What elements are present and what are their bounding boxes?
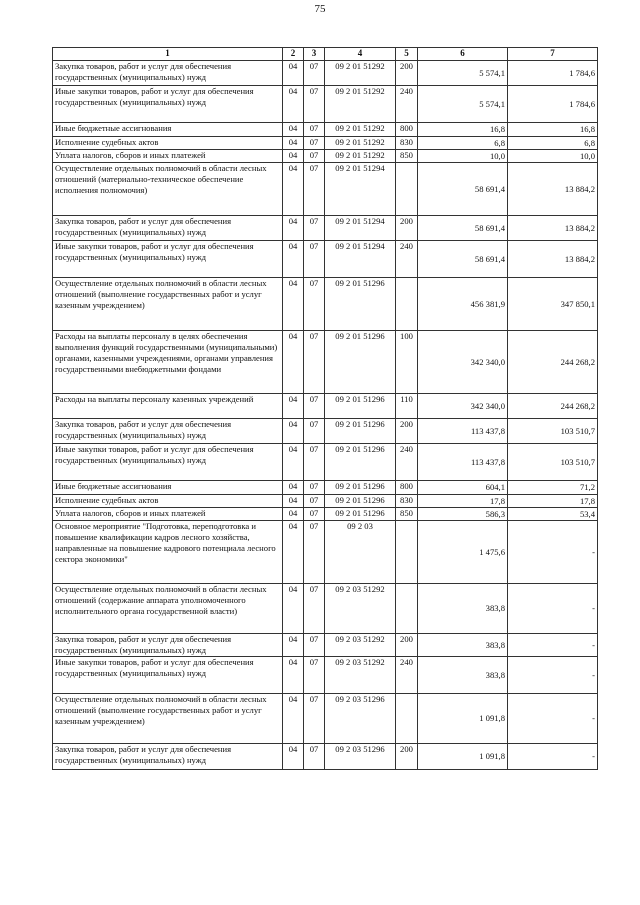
target-code: 09 2 01 51296 bbox=[325, 278, 396, 331]
table-row bbox=[53, 331, 598, 394]
target-code: 09 2 01 51292 bbox=[325, 137, 396, 150]
page-number: 75 bbox=[314, 3, 326, 15]
section-code: 04 bbox=[283, 495, 304, 508]
target-code: 09 2 01 51294 bbox=[325, 163, 396, 216]
table-row bbox=[53, 278, 598, 331]
amount-col6: 1 091,8 bbox=[418, 694, 508, 744]
target-code: 09 2 03 bbox=[325, 521, 396, 584]
expense-type-code: 830 bbox=[396, 495, 418, 508]
amount-col6: 6,8 bbox=[418, 137, 508, 150]
subsection-code: 07 bbox=[304, 744, 325, 770]
section-code: 04 bbox=[283, 508, 304, 521]
subsection-code: 07 bbox=[304, 123, 325, 137]
amount-col6: 5 574,1 bbox=[418, 86, 508, 123]
amount-col6: 16,8 bbox=[418, 123, 508, 137]
row-name: Осуществление отдельных полномочий в области лесных отношений (материально-техническое обеспечение исполнения полномочия) bbox=[53, 163, 283, 216]
target-code: 09 2 03 51296 bbox=[325, 744, 396, 770]
table-body bbox=[53, 61, 598, 770]
amount-col7: 17,8 bbox=[508, 495, 598, 508]
table-row bbox=[53, 86, 598, 123]
section-code: 04 bbox=[283, 481, 304, 495]
expense-type-code bbox=[396, 521, 418, 584]
amount-col6: 604,1 bbox=[418, 481, 508, 495]
amount-col7: - bbox=[508, 744, 598, 770]
section-code: 04 bbox=[283, 634, 304, 657]
row-name: Закупка товаров, работ и услуг для обеспечения государственных (муниципальных) нужд bbox=[53, 744, 283, 770]
section-code: 04 bbox=[283, 394, 304, 419]
amount-col6: 1 475,6 bbox=[418, 521, 508, 584]
amount-col6: 58 691,4 bbox=[418, 241, 508, 278]
section-code: 04 bbox=[283, 61, 304, 86]
target-code: 09 2 01 51294 bbox=[325, 241, 396, 278]
amount-col6: 113 437,8 bbox=[418, 419, 508, 444]
table-row bbox=[53, 394, 598, 419]
target-code: 09 2 01 51296 bbox=[325, 495, 396, 508]
amount-col7: 13 884,2 bbox=[508, 241, 598, 278]
expense-type-code: 100 bbox=[396, 331, 418, 394]
subsection-code: 07 bbox=[304, 137, 325, 150]
subsection-code: 07 bbox=[304, 331, 325, 394]
expense-type-code: 200 bbox=[396, 216, 418, 241]
amount-col6: 456 381,9 bbox=[418, 278, 508, 331]
expense-type-code bbox=[396, 163, 418, 216]
subsection-code: 07 bbox=[304, 150, 325, 163]
row-name: Иные закупки товаров, работ и услуг для обеспечения государственных (муниципальных) нужд bbox=[53, 86, 283, 123]
section-code: 04 bbox=[283, 444, 304, 481]
section-code: 04 bbox=[283, 694, 304, 744]
table-row bbox=[53, 216, 598, 241]
amount-col7: 6,8 bbox=[508, 137, 598, 150]
amount-col7: - bbox=[508, 694, 598, 744]
row-name: Исполнение судебных актов bbox=[53, 137, 283, 150]
row-name: Закупка товаров, работ и услуг для обеспечения государственных (муниципальных) нужд bbox=[53, 61, 283, 86]
column-header: 5 bbox=[396, 48, 418, 61]
table-row bbox=[53, 694, 598, 744]
row-name: Осуществление отдельных полномочий в области лесных отношений (выполнение государственных работ и услуг казенным учреждением) bbox=[53, 278, 283, 331]
target-code: 09 2 01 51294 bbox=[325, 216, 396, 241]
target-code: 09 2 03 51296 bbox=[325, 694, 396, 744]
section-code: 04 bbox=[283, 521, 304, 584]
subsection-code: 07 bbox=[304, 657, 325, 694]
amount-col7: 13 884,2 bbox=[508, 216, 598, 241]
amount-col7: 103 510,7 bbox=[508, 444, 598, 481]
amount-col7: 347 850,1 bbox=[508, 278, 598, 331]
amount-col6: 586,3 bbox=[418, 508, 508, 521]
expense-type-code: 850 bbox=[396, 508, 418, 521]
subsection-code: 07 bbox=[304, 394, 325, 419]
target-code: 09 2 01 51292 bbox=[325, 86, 396, 123]
amount-col7: 1 784,6 bbox=[508, 61, 598, 86]
target-code: 09 2 01 51292 bbox=[325, 61, 396, 86]
table-row bbox=[53, 634, 598, 657]
table-row bbox=[53, 123, 598, 137]
amount-col6: 58 691,4 bbox=[418, 163, 508, 216]
amount-col7: - bbox=[508, 521, 598, 584]
expense-type-code bbox=[396, 584, 418, 634]
subsection-code: 07 bbox=[304, 216, 325, 241]
amount-col7: - bbox=[508, 584, 598, 634]
row-name: Исполнение судебных актов bbox=[53, 495, 283, 508]
section-code: 04 bbox=[283, 584, 304, 634]
header-row bbox=[53, 48, 598, 61]
table-row bbox=[53, 508, 598, 521]
amount-col6: 342 340,0 bbox=[418, 331, 508, 394]
target-code: 09 2 03 51292 bbox=[325, 584, 396, 634]
table-row bbox=[53, 744, 598, 770]
expense-type-code: 800 bbox=[396, 481, 418, 495]
amount-col6: 10,0 bbox=[418, 150, 508, 163]
section-code: 04 bbox=[283, 278, 304, 331]
section-code: 04 bbox=[283, 657, 304, 694]
budget-table bbox=[52, 47, 598, 770]
section-code: 04 bbox=[283, 331, 304, 394]
table-row bbox=[53, 481, 598, 495]
section-code: 04 bbox=[283, 86, 304, 123]
subsection-code: 07 bbox=[304, 521, 325, 584]
row-name: Иные закупки товаров, работ и услуг для обеспечения государственных (муниципальных) нужд bbox=[53, 657, 283, 694]
subsection-code: 07 bbox=[304, 584, 325, 634]
column-header: 7 bbox=[508, 48, 598, 61]
amount-col7: 244 268,2 bbox=[508, 394, 598, 419]
column-header: 3 bbox=[304, 48, 325, 61]
amount-col7: - bbox=[508, 657, 598, 694]
amount-col6: 383,8 bbox=[418, 657, 508, 694]
table-row bbox=[53, 150, 598, 163]
expense-type-code: 200 bbox=[396, 634, 418, 657]
table-row bbox=[53, 137, 598, 150]
subsection-code: 07 bbox=[304, 241, 325, 278]
column-header: 6 bbox=[418, 48, 508, 61]
amount-col7: 1 784,6 bbox=[508, 86, 598, 123]
target-code: 09 2 03 51292 bbox=[325, 634, 396, 657]
expense-type-code: 800 bbox=[396, 123, 418, 137]
amount-col7: 103 510,7 bbox=[508, 419, 598, 444]
row-name: Уплата налогов, сборов и иных платежей bbox=[53, 508, 283, 521]
amount-col6: 113 437,8 bbox=[418, 444, 508, 481]
section-code: 04 bbox=[283, 163, 304, 216]
table-row bbox=[53, 584, 598, 634]
amount-col6: 17,8 bbox=[418, 495, 508, 508]
target-code: 09 2 01 51296 bbox=[325, 419, 396, 444]
expense-type-code: 200 bbox=[396, 61, 418, 86]
section-code: 04 bbox=[283, 123, 304, 137]
expense-type-code bbox=[396, 278, 418, 331]
row-name: Иные закупки товаров, работ и услуг для обеспечения государственных (муниципальных) нужд bbox=[53, 241, 283, 278]
expense-type-code: 200 bbox=[396, 419, 418, 444]
subsection-code: 07 bbox=[304, 508, 325, 521]
amount-col7: 244 268,2 bbox=[508, 331, 598, 394]
table-row bbox=[53, 241, 598, 278]
row-name: Расходы на выплаты персоналу казенных учреждений bbox=[53, 394, 283, 419]
subsection-code: 07 bbox=[304, 444, 325, 481]
expense-type-code: 830 bbox=[396, 137, 418, 150]
section-code: 04 bbox=[283, 241, 304, 278]
column-header: 4 bbox=[325, 48, 396, 61]
amount-col6: 342 340,0 bbox=[418, 394, 508, 419]
subsection-code: 07 bbox=[304, 694, 325, 744]
row-name: Иные бюджетные ассигнования bbox=[53, 481, 283, 495]
section-code: 04 bbox=[283, 744, 304, 770]
expense-type-code bbox=[396, 694, 418, 744]
amount-col6: 383,8 bbox=[418, 584, 508, 634]
target-code: 09 2 01 51296 bbox=[325, 331, 396, 394]
expense-type-code: 240 bbox=[396, 86, 418, 123]
amount-col6: 383,8 bbox=[418, 634, 508, 657]
subsection-code: 07 bbox=[304, 163, 325, 216]
section-code: 04 bbox=[283, 150, 304, 163]
subsection-code: 07 bbox=[304, 634, 325, 657]
row-name: Основное мероприятие "Подготовка, переподготовка и повышение квалификации кадров лесного хозяйства, направленные на повышение кадрового потенциала лесного сектора экономики" bbox=[53, 521, 283, 584]
column-header: 2 bbox=[283, 48, 304, 61]
target-code: 09 2 01 51296 bbox=[325, 481, 396, 495]
target-code: 09 2 03 51292 bbox=[325, 657, 396, 694]
expense-type-code: 240 bbox=[396, 444, 418, 481]
section-code: 04 bbox=[283, 419, 304, 444]
subsection-code: 07 bbox=[304, 278, 325, 331]
expense-type-code: 240 bbox=[396, 657, 418, 694]
row-name: Закупка товаров, работ и услуг для обеспечения государственных (муниципальных) нужд bbox=[53, 634, 283, 657]
table-row bbox=[53, 495, 598, 508]
target-code: 09 2 01 51296 bbox=[325, 394, 396, 419]
target-code: 09 2 01 51296 bbox=[325, 508, 396, 521]
amount-col7: 53,4 bbox=[508, 508, 598, 521]
subsection-code: 07 bbox=[304, 419, 325, 444]
row-name: Закупка товаров, работ и услуг для обеспечения государственных (муниципальных) нужд bbox=[53, 216, 283, 241]
row-name: Осуществление отдельных полномочий в области лесных отношений (содержание аппарата уполномоченного исполнительного органа государственной власти) bbox=[53, 584, 283, 634]
expense-type-code: 200 bbox=[396, 744, 418, 770]
column-header: 1 bbox=[53, 48, 283, 61]
amount-col7: 13 884,2 bbox=[508, 163, 598, 216]
section-code: 04 bbox=[283, 216, 304, 241]
row-name: Расходы на выплаты персоналу в целях обеспечения выполнения функций государственными (муниципальными) органами, казенными учреждениями, органами управления государственными внебюджетными фондами bbox=[53, 331, 283, 394]
amount-col7: 71,2 bbox=[508, 481, 598, 495]
subsection-code: 07 bbox=[304, 495, 325, 508]
target-code: 09 2 01 51292 bbox=[325, 150, 396, 163]
amount-col6: 5 574,1 bbox=[418, 61, 508, 86]
table-row bbox=[53, 419, 598, 444]
row-name: Осуществление отдельных полномочий в области лесных отношений (выполнение государственных работ и услуг казенным учреждением) bbox=[53, 694, 283, 744]
subsection-code: 07 bbox=[304, 481, 325, 495]
section-code: 04 bbox=[283, 137, 304, 150]
expense-type-code: 850 bbox=[396, 150, 418, 163]
amount-col6: 58 691,4 bbox=[418, 216, 508, 241]
subsection-code: 07 bbox=[304, 86, 325, 123]
table-row bbox=[53, 61, 598, 86]
row-name: Иные закупки товаров, работ и услуг для обеспечения государственных (муниципальных) нужд bbox=[53, 444, 283, 481]
amount-col7: - bbox=[508, 634, 598, 657]
target-code: 09 2 01 51292 bbox=[325, 123, 396, 137]
table-row bbox=[53, 657, 598, 694]
amount-col6: 1 091,8 bbox=[418, 744, 508, 770]
target-code: 09 2 01 51296 bbox=[325, 444, 396, 481]
table-row bbox=[53, 163, 598, 216]
expense-type-code: 240 bbox=[396, 241, 418, 278]
amount-col7: 16,8 bbox=[508, 123, 598, 137]
row-name: Закупка товаров, работ и услуг для обеспечения государственных (муниципальных) нужд bbox=[53, 419, 283, 444]
table-row bbox=[53, 521, 598, 584]
row-name: Иные бюджетные ассигнования bbox=[53, 123, 283, 137]
expense-type-code: 110 bbox=[396, 394, 418, 419]
table-row bbox=[53, 444, 598, 481]
amount-col7: 10,0 bbox=[508, 150, 598, 163]
row-name: Уплата налогов, сборов и иных платежей bbox=[53, 150, 283, 163]
subsection-code: 07 bbox=[304, 61, 325, 86]
